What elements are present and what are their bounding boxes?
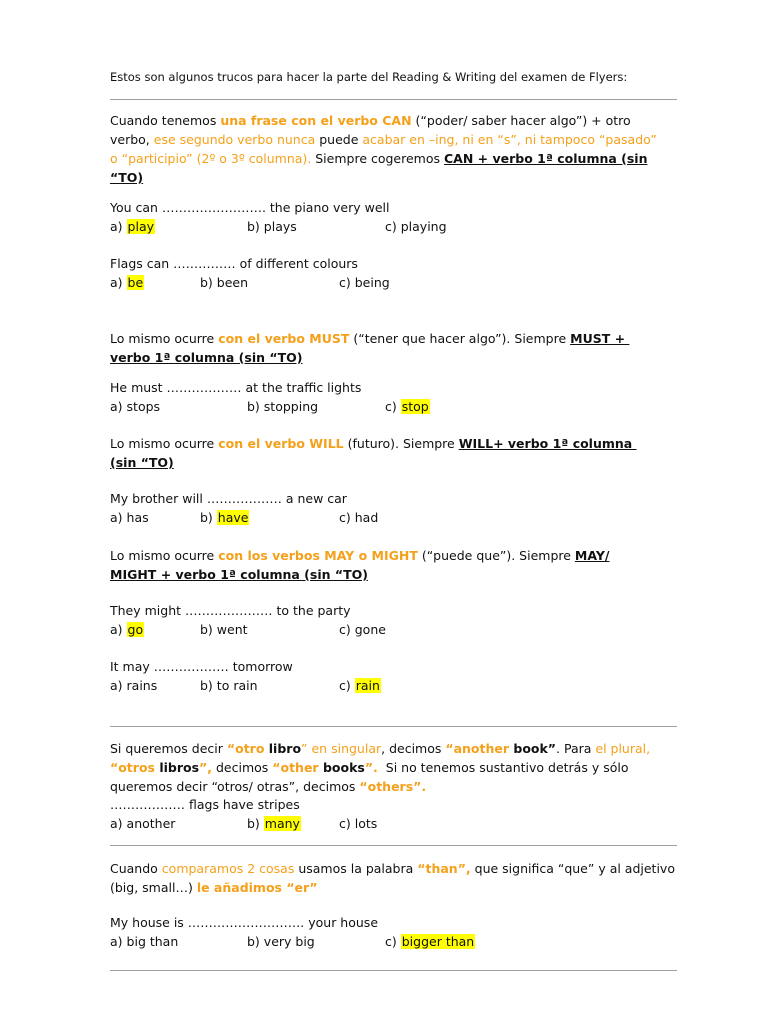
rule-formula: “TO) <box>110 170 144 185</box>
question-stem: He must ……………… at the traffic lights <box>110 380 362 395</box>
rule-formula: (sin “TO) <box>110 455 174 470</box>
option-text: stops <box>126 398 161 414</box>
rule-emphasis: le añadimos “er” <box>196 880 318 895</box>
option-text: rains <box>126 677 158 693</box>
answer-options <box>110 218 730 237</box>
option-label: b) <box>200 509 213 525</box>
rule-text: decimos <box>212 760 273 775</box>
option-text: many <box>264 815 300 831</box>
rule-formula: verbo 1ª columna (sin “TO) <box>110 350 303 365</box>
intro-text: Estos son algunos trucos para hacer la parte del Reading & Writing del examen de Flyers: <box>110 70 628 84</box>
option-label: c) <box>385 218 397 234</box>
option-text: gone <box>354 621 386 637</box>
option-label: a) <box>110 398 123 414</box>
rule-text: (“poder/ saber hacer algo”) + otro <box>411 113 631 128</box>
rule-line <box>110 878 730 897</box>
question-stem: It may ……………… tomorrow <box>110 659 293 674</box>
option-text: had <box>354 509 379 525</box>
option-a <box>110 815 175 834</box>
option-text: another <box>126 815 176 831</box>
rule-emphasis: ”. <box>364 760 378 775</box>
option-b <box>247 398 318 417</box>
option-text: be <box>127 274 144 290</box>
rule-text: Lo mismo ocurre <box>110 436 219 451</box>
question-stem: You can ……………………. the piano very well <box>110 200 390 215</box>
rule-text: . Para <box>556 741 596 756</box>
rule-emphasis: comparamos 2 cosas <box>161 861 295 876</box>
question-stem: ……………… flags have stripes <box>110 797 300 812</box>
option-label: b) <box>247 815 260 831</box>
rule-text: verbo, <box>110 132 154 147</box>
rule-formula: WILL+ verbo 1ª columna <box>458 436 637 451</box>
question-stem: They might ………………… to the party <box>110 603 351 618</box>
option-label: b) <box>200 677 213 693</box>
rule-emphasis: con el verbo WILL <box>218 436 344 451</box>
rule-keyword: libro <box>264 741 302 756</box>
option-text: being <box>354 274 390 290</box>
rule-text: Si queremos decir <box>110 741 227 756</box>
rule-text: , decimos <box>381 741 446 756</box>
option-label: a) <box>110 509 123 525</box>
rule-emphasis: “other <box>272 760 319 775</box>
option-label: b) <box>247 218 260 234</box>
option-label: b) <box>200 274 213 290</box>
rule-text: (futuro). Siempre <box>343 436 459 451</box>
option-text: stop <box>401 398 429 414</box>
rule-text: Cuando <box>110 861 162 876</box>
option-c <box>339 509 378 528</box>
rule-may-might <box>110 546 730 584</box>
question-stem: Flags can …………… of different colours <box>110 256 358 271</box>
option-label: c) <box>339 274 351 290</box>
rule-text: (“puede que”). Siempre <box>417 548 575 563</box>
option-text: big than <box>126 933 179 949</box>
option-c <box>339 677 381 696</box>
rule-emphasis: acabar en –ing, ni en “s”, ni tampoco “pasado” <box>362 132 657 147</box>
rule-line <box>110 859 730 878</box>
rule-will <box>110 434 730 472</box>
option-label: c) <box>339 509 351 525</box>
option-text: has <box>126 509 149 525</box>
rule-line <box>110 546 730 565</box>
rule-emphasis: con los verbos MAY o MIGHT <box>218 548 418 563</box>
option-b <box>200 621 248 640</box>
answer-options <box>110 677 730 696</box>
rule-emphasis: o “participio” (2º o 3º columna). <box>110 151 312 166</box>
option-text: stopping <box>263 398 319 414</box>
option-text: bigger than <box>401 933 475 949</box>
question <box>110 199 730 236</box>
rule-emphasis: una frase con el verbo CAN <box>220 113 412 128</box>
option-b <box>200 509 249 528</box>
question <box>110 379 730 416</box>
rule-text: puede <box>315 132 363 147</box>
option-label: c) <box>385 933 397 949</box>
option-b <box>200 677 258 696</box>
option-c <box>339 621 386 640</box>
answer-options <box>110 815 730 834</box>
rule-text: Cuando tenemos <box>110 113 221 128</box>
question-stem: My house is ………………………. your house <box>110 915 379 930</box>
question <box>110 255 730 292</box>
option-text: plays <box>263 218 297 234</box>
rule-emphasis: “otros <box>110 760 155 775</box>
option-label: a) <box>110 274 123 290</box>
rule-emphasis: con el verbo MUST <box>218 331 350 346</box>
option-b <box>200 274 248 293</box>
rule-other <box>110 739 730 796</box>
rule-line <box>110 453 730 472</box>
rule-emphasis: “otro <box>226 741 265 756</box>
option-a <box>110 274 144 293</box>
rule-text: Lo mismo ocurre <box>110 548 219 563</box>
rule-text: (“tener que hacer algo”). Siempre <box>349 331 571 346</box>
option-label: a) <box>110 815 123 831</box>
rule-emphasis: el plural, <box>595 741 651 756</box>
option-text: to rain <box>216 677 258 693</box>
rule-emphasis: ” en singular <box>301 741 382 756</box>
option-text: lots <box>354 815 378 831</box>
option-label: a) <box>110 677 123 693</box>
option-a <box>110 398 160 417</box>
question-stem: My brother will ……………… a new car <box>110 491 347 506</box>
option-a <box>110 218 155 237</box>
option-label: c) <box>339 815 351 831</box>
option-b <box>247 933 315 952</box>
rule-formula: MAY/ <box>574 548 610 563</box>
option-c <box>385 218 447 237</box>
answer-options <box>110 398 730 417</box>
option-label: a) <box>110 218 123 234</box>
rule-emphasis: ese segundo verbo nunca <box>153 132 316 147</box>
rule-keyword: book” <box>509 741 557 756</box>
option-b <box>247 815 301 834</box>
option-text: rain <box>355 677 380 693</box>
divider <box>110 970 677 971</box>
option-label: c) <box>385 398 397 414</box>
rule-formula: CAN + verbo 1ª columna (sin <box>444 151 648 166</box>
divider <box>110 845 677 846</box>
option-a <box>110 933 178 952</box>
option-text: play <box>127 218 154 234</box>
option-text: been <box>216 274 249 290</box>
rule-line <box>110 329 730 348</box>
option-a <box>110 677 157 696</box>
rule-line <box>110 149 730 168</box>
option-label: c) <box>339 677 351 693</box>
answer-options <box>110 621 730 640</box>
question <box>110 914 730 951</box>
option-a <box>110 621 144 640</box>
rule-keyword: books <box>318 760 365 775</box>
rule-line <box>110 168 730 187</box>
question <box>110 490 730 527</box>
rule-text: Si no tenemos sustantivo detrás y sólo <box>377 760 629 775</box>
option-c <box>385 398 430 417</box>
rule-keyword: libros <box>154 760 200 775</box>
option-text: playing <box>400 218 447 234</box>
answer-options <box>110 274 730 293</box>
rule-line <box>110 758 730 777</box>
option-c <box>385 933 475 952</box>
question <box>110 796 730 833</box>
divider <box>110 99 677 100</box>
rule-emphasis: ”, <box>199 760 213 775</box>
option-text: went <box>216 621 248 637</box>
rule-text: Siempre cogeremos <box>311 151 444 166</box>
option-label: b) <box>247 933 260 949</box>
answer-options <box>110 933 730 952</box>
rule-text: que significa “que” y al adjetivo <box>470 861 675 876</box>
rule-line <box>110 777 730 796</box>
rule-formula: MIGHT + verbo 1ª columna (sin “TO) <box>110 567 368 582</box>
rule-line <box>110 565 730 584</box>
option-c <box>339 274 390 293</box>
option-label: c) <box>339 621 351 637</box>
rule-comparatives <box>110 859 730 897</box>
option-b <box>247 218 297 237</box>
rule-line <box>110 348 730 367</box>
option-text: go <box>127 621 144 637</box>
option-label: a) <box>110 621 123 637</box>
rule-line <box>110 111 730 130</box>
option-label: b) <box>247 398 260 414</box>
rule-text: (big, small…) <box>110 880 197 895</box>
rule-text: usamos la palabra <box>294 861 418 876</box>
rule-line <box>110 434 730 453</box>
option-label: b) <box>200 621 213 637</box>
option-a <box>110 509 149 528</box>
answer-options <box>110 509 730 528</box>
rule-formula: MUST + <box>570 331 630 346</box>
option-c <box>339 815 377 834</box>
question <box>110 602 730 639</box>
rule-line <box>110 739 730 758</box>
option-label: a) <box>110 933 123 949</box>
rule-line <box>110 130 730 149</box>
rule-emphasis: “others”. <box>359 779 427 794</box>
divider <box>110 726 677 727</box>
question <box>110 658 730 695</box>
rule-text: Lo mismo ocurre <box>110 331 219 346</box>
option-text: have <box>217 509 249 525</box>
rule-text: queremos decir “otros/ otras”, decimos <box>110 779 360 794</box>
rule-can <box>110 111 730 187</box>
rule-emphasis: “than”, <box>417 861 471 876</box>
rule-must <box>110 329 730 367</box>
option-text: very big <box>263 933 315 949</box>
rule-emphasis: “another <box>445 741 510 756</box>
